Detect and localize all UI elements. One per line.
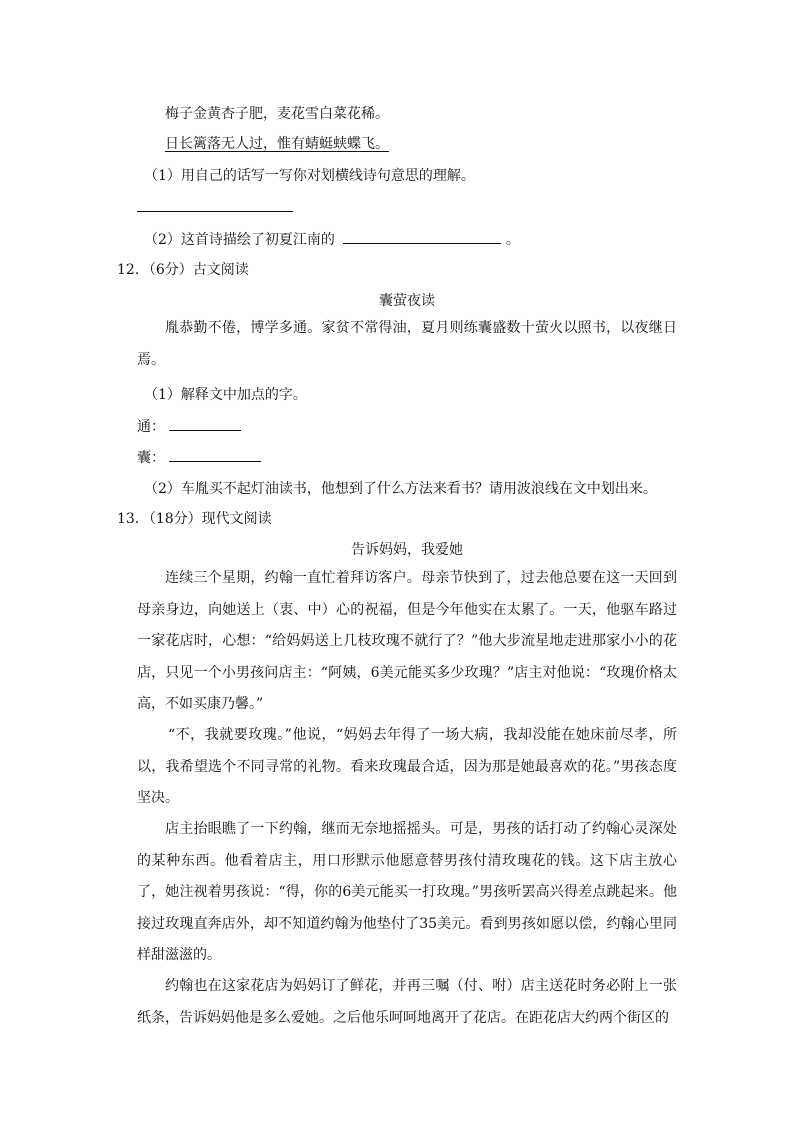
q13-header: 13．（18分）现代文阅读 (117, 511, 272, 527)
q11-sub2 (144, 229, 520, 250)
q12-tong-row (137, 416, 241, 437)
q12-passage: 胤恭勤不倦，博学多通。家贫不常得油，夏月则练囊盛数十萤火以照书，以夜继日焉。 (137, 320, 677, 368)
q11-sub1: （1）用自己的话写一写你对划横线诗句意思的理解。 (144, 168, 475, 184)
q12-sub1: （1）解释文中加点的字。 (144, 387, 307, 403)
q13-paragraph-2: “不，我就要玫瑰。”他说，“妈妈去年得了一场大病，我却没能在她床前尽孝，所以，我希望选个不同寻常的礼物。看来玫瑰最合适，因为那是她最喜欢的花。”男孩态度坚决。 (137, 727, 677, 806)
q11-answer-line-1[interactable] (137, 211, 293, 212)
q12-sub2: （2）车胤买不起灯油读书，他想到了什么方法来看书？请用波浪线在文中划出来。 (144, 481, 657, 497)
q11-sub2-suffix: 。 (505, 232, 520, 248)
q11-answer-line-2[interactable] (343, 229, 501, 244)
q12-nang-answer-line[interactable] (169, 447, 261, 462)
q12-nang-label: 囊： (137, 450, 165, 466)
q13-title: 告诉妈妈，我爱她 (351, 542, 463, 558)
poem-line-2-underlined: 日长篱落无人过，惟有蜻蜓蛱蝶飞。 (165, 136, 389, 152)
q12-tong-label: 通： (137, 419, 165, 435)
q13-paragraph-1: 连续三个星期，约翰一直忙着拜访客户。母亲节快到了，过去他总要在这一天回到母亲身边，向她送上（衷、中）心的祝福，但是今年他实在太累了。一天，他驱车路过一家花店时，心想：“给妈妈送上几枝玫瑰不就行了？”他大步流星地走进那家小小的花店，只见一个小男孩问店主：“阿姨，6美元能买多少玫瑰？”店主对他说：“玫瑰价格太高，不如买康乃馨。” (137, 570, 677, 712)
q11-sub2-prefix: （2）这首诗描绘了初夏江南的 (144, 232, 335, 248)
q12-tong-answer-line[interactable] (169, 416, 241, 431)
q12-title: 囊萤夜读 (379, 293, 435, 309)
q12-header: 12．（6分）古文阅读 (117, 262, 249, 278)
q12-nang-row (137, 447, 261, 468)
poem-line-1: 梅子金黄杏子肥，麦花雪白菜花稀。 (165, 106, 389, 122)
q13-paragraph-4: 约翰也在这家花店为妈妈订了鲜花，并再三嘱（付、咐）店主送花时务必附上一张纸条，告诉妈妈他是多么爱她。之后他乐呵呵地离开了花店。在距花店大约两个街区的 (137, 978, 677, 1026)
q13-paragraph-3: 店主抬眼瞧了一下约翰，继而无奈地摇摇头。可是，男孩的话打动了约翰心灵深处的某种东西。他看着店主，用口形默示他愿意替男孩付清玫瑰花的钱。这下店主放心了，她注视着男孩说：“得，你的6美元能买一打玫瑰。”男孩听罢高兴得差点跳起来。他接过玫瑰直奔店外，却不知道约翰为他垫付了35美元。看到男孩如愿以偿，约翰心里同样甜滋滋的。 (137, 821, 677, 963)
